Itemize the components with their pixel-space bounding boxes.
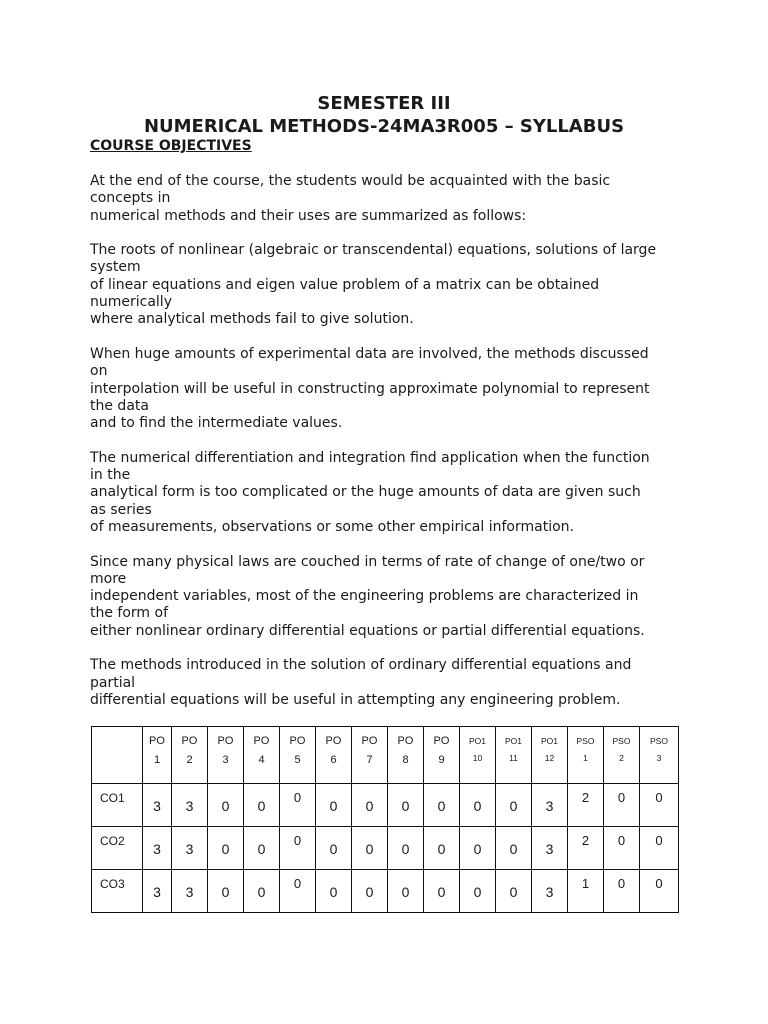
table-row — [92, 870, 679, 913]
mapping-value-cell: 0 — [208, 784, 244, 827]
mapping-value-cell: 0 — [388, 784, 424, 827]
column-header — [280, 727, 316, 784]
mapping-value-cell: 0 — [424, 827, 460, 870]
mapping-value-cell: 0 — [352, 784, 388, 827]
column-header-number: 1 — [583, 753, 588, 763]
paragraph-line: At the end of the course, the students would be acquainted with the basic — [90, 173, 611, 189]
objective-paragraph — [90, 657, 690, 709]
mapping-value-cell: 3 — [532, 870, 568, 913]
column-header-prefix: PO — [289, 735, 306, 747]
column-header — [640, 727, 679, 784]
mapping-value-cell: 0 — [460, 870, 496, 913]
paragraph-line: The roots of nonlinear (algebraic or transcendental) equations, solutions of large — [90, 242, 657, 259]
paragraph-line: numerical methods and their uses are summarized as follows: — [90, 207, 527, 224]
column-header-number: 8 — [402, 754, 409, 766]
table-header-row — [92, 727, 679, 784]
column-header-prefix: PSO — [612, 736, 631, 746]
mapping-value-cell: 0 — [208, 870, 244, 913]
paragraph-line: numerically — [90, 294, 172, 311]
objective-paragraph — [90, 346, 690, 432]
objective-paragraph — [90, 173, 690, 225]
column-header — [568, 727, 604, 784]
column-header — [532, 727, 568, 784]
mapping-value-cell: 2 — [568, 784, 604, 827]
column-header-number: 12 — [544, 753, 555, 763]
mapping-value-cell: 0 — [316, 870, 352, 913]
column-header-prefix: PO1 — [468, 736, 486, 746]
mapping-value-cell: 0 — [208, 827, 244, 870]
column-header-number: 7 — [366, 754, 373, 766]
mapping-value-cell: 0 — [388, 827, 424, 870]
mapping-value-cell: 0 — [280, 784, 316, 827]
column-header-number: 1 — [153, 754, 161, 766]
column-header-number: 5 — [294, 754, 301, 766]
paragraph-line: where analytical methods fail to give solution. — [90, 311, 414, 328]
column-header — [352, 727, 388, 784]
column-header-number: 2 — [186, 754, 193, 766]
column-header-prefix: PO — [433, 735, 450, 747]
mapping-value-cell: 3 — [143, 827, 172, 870]
co-po-mapping-table — [91, 726, 679, 913]
mapping-value-cell: 3 — [172, 827, 208, 870]
course-objectives-heading: COURSE OBJECTIVES — [90, 138, 252, 154]
paragraph-line: interpolation will be useful in constructing approximate polynomial to represent — [90, 380, 650, 397]
mapping-value-cell: 0 — [244, 827, 280, 870]
mapping-value-cell: 3 — [143, 870, 172, 913]
column-header-prefix: PO — [181, 735, 198, 747]
table-row — [92, 784, 679, 827]
column-header-prefix: PO — [325, 735, 342, 747]
column-header-prefix: PSO — [576, 736, 595, 746]
mapping-value-cell: 0 — [388, 870, 424, 913]
paragraph-line: the data — [90, 397, 149, 414]
paragraph-line: in the — [90, 467, 131, 484]
mapping-value-cell: 0 — [496, 827, 532, 870]
mapping-value-cell: 0 — [640, 827, 679, 870]
column-header-number: 3 — [222, 754, 229, 766]
mapping-value-cell: 0 — [496, 784, 532, 827]
semester-title: SEMESTER III — [317, 93, 451, 114]
paragraph-line: system — [90, 259, 141, 276]
mapping-value-cell: 0 — [280, 870, 316, 913]
column-header-number: 4 — [258, 754, 265, 766]
mapping-value-cell: 0 — [460, 827, 496, 870]
mapping-value-cell: 0 — [496, 870, 532, 913]
mapping-value-cell: 3 — [143, 784, 172, 827]
column-header — [496, 727, 532, 784]
table-corner-cell — [92, 727, 143, 784]
column-header-number: 3 — [656, 753, 662, 763]
column-header — [208, 727, 244, 784]
mapping-value-cell: 0 — [604, 784, 640, 827]
mapping-value-cell: 0 — [316, 827, 352, 870]
paragraph-line: either nonlinear ordinary differential equations or partial differential equations. — [90, 622, 645, 639]
column-header-prefix: PO — [149, 735, 165, 747]
paragraph-line: partial — [90, 674, 136, 691]
column-header — [424, 727, 460, 784]
mapping-value-cell: 0 — [244, 784, 280, 827]
mapping-value-cell: 0 — [604, 827, 640, 870]
course-title: NUMERICAL METHODS-24MA3R005 – SYLLABUS — [143, 116, 625, 137]
objectives-text — [90, 173, 690, 727]
mapping-value-cell: 0 — [424, 870, 460, 913]
paragraph-line: The numerical differentiation and integration find application when the function — [90, 449, 650, 466]
mapping-value-cell: 0 — [316, 784, 352, 827]
column-header-prefix: PO — [217, 735, 234, 747]
paragraph-line: The methods introduced in the solution of ordinary differential equations and — [90, 657, 632, 674]
mapping-value-cell: 3 — [532, 784, 568, 827]
paragraph-line: the form of — [90, 605, 169, 622]
row-label: CO3 — [92, 870, 143, 913]
mapping-value-cell: 0 — [604, 870, 640, 913]
paragraph-line: Since many physical laws are couched in terms of rate of change of one/two or — [90, 553, 645, 570]
paragraph-line: more — [90, 570, 127, 587]
column-header-number: 11 — [509, 753, 518, 763]
objective-paragraph — [90, 242, 690, 328]
column-header-prefix: PO1 — [540, 736, 558, 746]
column-header — [316, 727, 352, 784]
paragraph-line: of linear equations and eigen value problem of a matrix can be obtained — [90, 276, 600, 293]
mapping-value-cell: 1 — [568, 870, 604, 913]
mapping-value-cell: 2 — [568, 827, 604, 870]
paragraph-line: on — [90, 363, 108, 380]
paragraph-line: When huge amounts of experimental data are involved, the methods discussed — [90, 345, 649, 362]
column-header-prefix: PO — [361, 735, 378, 747]
column-header-number: 10 — [472, 753, 483, 763]
mapping-value-cell: 3 — [172, 870, 208, 913]
column-header — [604, 727, 640, 784]
mapping-value-cell: 0 — [424, 784, 460, 827]
mapping-value-cell: 0 — [352, 870, 388, 913]
column-header — [388, 727, 424, 784]
column-header-prefix: PO — [397, 735, 414, 747]
mapping-value-cell: 0 — [280, 827, 316, 870]
column-header — [143, 727, 172, 784]
paragraph-line: as series — [90, 501, 152, 518]
mapping-value-cell: 3 — [532, 827, 568, 870]
paragraph-line: and to find the intermediate values. — [90, 415, 343, 432]
column-header — [244, 727, 280, 784]
column-header-number: 9 — [438, 754, 445, 766]
objective-paragraph — [90, 450, 690, 536]
mapping-value-cell: 0 — [640, 784, 679, 827]
mapping-value-cell: 0 — [244, 870, 280, 913]
column-header — [172, 727, 208, 784]
column-header-prefix: PSO — [650, 736, 668, 746]
mapping-value-cell: 0 — [460, 784, 496, 827]
row-label: CO2 — [92, 827, 143, 870]
paragraph-line: analytical form is too complicated or the huge amounts of data are given such — [90, 484, 641, 501]
column-header-prefix: PO1 — [504, 736, 522, 746]
paragraph-line: concepts in — [90, 190, 171, 207]
mapping-value-cell: 0 — [640, 870, 679, 913]
paragraph-line: independent variables, most of the engineering problems are characterized in — [90, 588, 639, 605]
objective-paragraph — [90, 554, 690, 640]
table-row — [92, 827, 679, 870]
paragraph-line: differential equations will be useful in attempting any engineering problem. — [90, 691, 621, 708]
row-label: CO1 — [92, 784, 143, 827]
mapping-value-cell: 0 — [352, 827, 388, 870]
mapping-value-cell: 3 — [172, 784, 208, 827]
column-header-prefix: PO — [253, 735, 270, 747]
column-header-number: 2 — [619, 753, 624, 763]
column-header-number: 6 — [330, 754, 337, 766]
column-header — [460, 727, 496, 784]
paragraph-line: of measurements, observations or some other empirical information. — [90, 518, 574, 535]
